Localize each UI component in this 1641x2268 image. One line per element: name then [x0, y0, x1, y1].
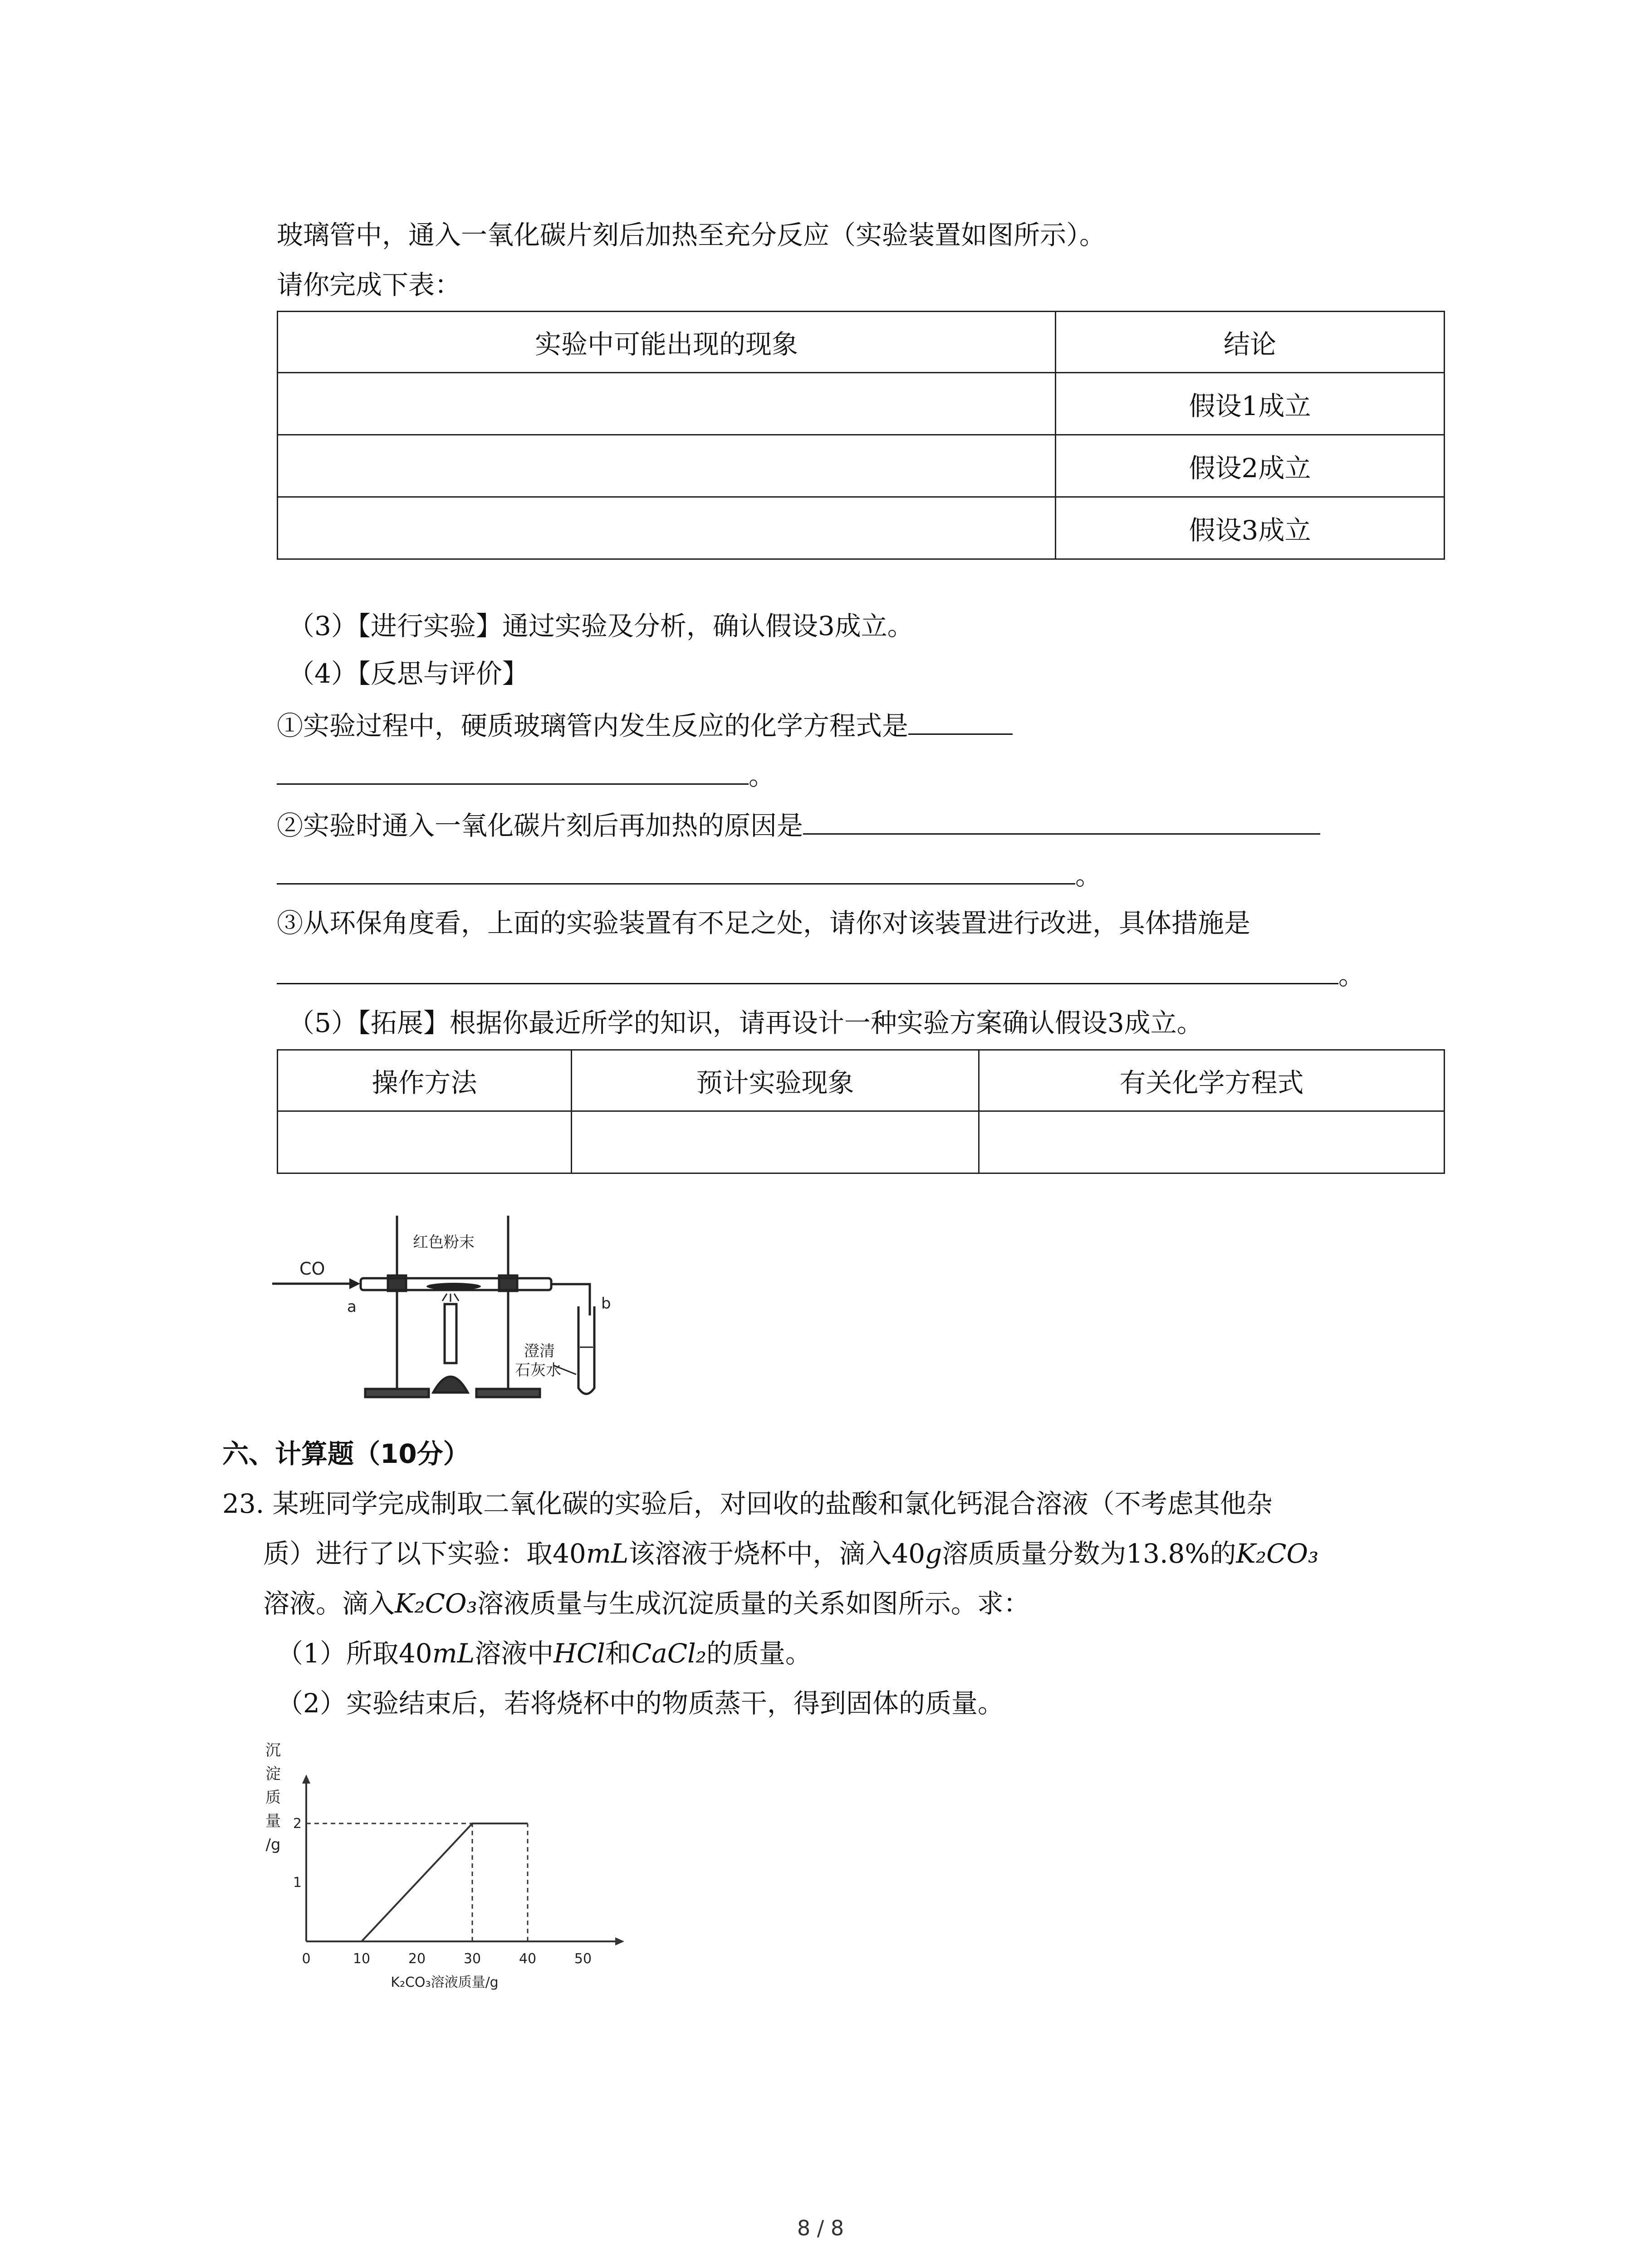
answer-blank[interactable]	[277, 755, 749, 785]
unit-ml: mL	[586, 1538, 629, 1569]
step-5: （5）【拓展】根据你最近所学的知识，请再设计一种实验方案确认假设3成立。	[288, 1007, 1203, 1038]
period: 。	[1338, 960, 1365, 991]
burner-base	[433, 1377, 468, 1393]
limewater-label-1: 澄清	[524, 1342, 555, 1360]
intro-line-1: 玻璃管中，通入一氧化碳片刻后加热至充分反应（实验装置如图所示）。	[277, 220, 1106, 250]
b-label: b	[601, 1295, 611, 1313]
method-cell[interactable]	[278, 1111, 572, 1173]
table-header-row	[278, 1050, 1445, 1111]
unit-g: g	[925, 1538, 942, 1569]
x-tick-label: 10	[353, 1951, 371, 1967]
table-header-cell: 预计实验现象	[572, 1050, 979, 1111]
q23-number: 23.	[222, 1488, 265, 1519]
table-header-row	[278, 312, 1445, 373]
y-axis-label-char: 量	[265, 1812, 281, 1830]
hypothesis-table	[277, 311, 1445, 560]
x-tick-label: 50	[574, 1951, 592, 1967]
phenomenon-cell[interactable]	[278, 373, 1056, 435]
x-tick-label: 20	[408, 1951, 426, 1967]
x-tick-label: 40	[519, 1951, 537, 1967]
page-number: 8 / 8	[797, 2216, 844, 2240]
table-row	[278, 373, 1445, 435]
q23-sub-2: （2）实验结束后，若将烧杯中的物质蒸干，得到固体的质量。	[277, 1688, 1004, 1719]
co-label: CO	[299, 1259, 325, 1279]
formula-hcl: HCl	[554, 1638, 605, 1669]
apparatus-diagram	[263, 1198, 626, 1406]
text-segment: 该溶液于烧杯中，滴入40	[628, 1538, 926, 1569]
y-tick-labels	[293, 1816, 302, 1891]
precipitate-chart	[254, 1737, 644, 1991]
unit-ml: mL	[432, 1638, 475, 1669]
answer-blank[interactable]	[803, 805, 1320, 835]
table-header-cell: 实验中可能出现的现象	[278, 312, 1056, 373]
burner-chimney	[445, 1304, 456, 1363]
question-3: ③从环保角度看，上面的实验装置有不足之处，请你对该装置进行改进，具体措施是	[277, 908, 1251, 938]
question-2-text: ②实验时通入一氧化碳片刻后再加热的原因是	[277, 810, 803, 841]
x-tick-label: 30	[463, 1951, 481, 1967]
y-axis-label	[265, 1741, 281, 1854]
formula-k2co3: K₂CO₃	[395, 1588, 477, 1619]
step-4: （4）【反思与评价】	[288, 658, 529, 689]
period: 。	[749, 760, 775, 791]
y-tick-label: 1	[293, 1875, 302, 1891]
conclusion-cell: 假设1成立	[1056, 373, 1445, 435]
text-segment: 质）进行了以下实验：取40	[263, 1538, 586, 1569]
period: 。	[1075, 860, 1102, 891]
test-tube	[578, 1306, 594, 1394]
extension-table	[277, 1049, 1445, 1174]
phenomenon-cell[interactable]	[278, 435, 1056, 497]
text-segment: 溶液质量与生成沉淀质量的关系如图所示。求：	[477, 1588, 1030, 1619]
y-axis-label-char: 淀	[265, 1765, 281, 1783]
arrow-head-icon	[349, 1278, 360, 1289]
question-1	[277, 705, 1013, 744]
a-label: a	[347, 1298, 357, 1316]
red-powder	[426, 1283, 481, 1290]
text-segment: 的质量。	[706, 1638, 812, 1669]
text-segment: （1）所取40	[277, 1638, 432, 1669]
conclusion-cell: 假设2成立	[1056, 435, 1445, 497]
formula-k2co3: K₂CO₃	[1236, 1538, 1319, 1569]
q23-line-3	[263, 1585, 1030, 1622]
y-axis-label-char: /g	[265, 1836, 281, 1854]
q23-line-2	[263, 1535, 1318, 1572]
q23-sub-1	[277, 1635, 812, 1672]
x-axis-label: K₂CO₃溶液质量/g	[391, 1975, 499, 1990]
text-segment: 溶液中	[475, 1638, 554, 1669]
table-row	[278, 497, 1445, 559]
x-tick-labels	[302, 1951, 592, 1967]
question-3-continuation	[277, 955, 1365, 993]
question-2-continuation	[277, 855, 1102, 894]
section-title: 六、计算题（10分）	[222, 1438, 470, 1469]
q23-line-1	[222, 1486, 1273, 1522]
phenomenon-cell[interactable]	[278, 497, 1056, 559]
table-header-cell: 有关化学方程式	[979, 1050, 1445, 1111]
equation-cell[interactable]	[979, 1111, 1445, 1173]
x-axis-arrow-icon	[615, 1937, 624, 1945]
question-1-continuation	[277, 755, 775, 794]
y-axis-arrow-icon	[302, 1774, 310, 1784]
table-row	[278, 1111, 1445, 1173]
limewater-label-2: 石灰水	[515, 1361, 561, 1379]
formula-cacl2: CaCl₂	[631, 1638, 706, 1669]
left-stand-base	[365, 1389, 429, 1397]
conclusion-cell: 假设3成立	[1056, 497, 1445, 559]
y-axis-label-char: 沉	[265, 1741, 281, 1760]
question-2	[277, 805, 1320, 844]
table-header-cell: 操作方法	[278, 1050, 572, 1111]
y-tick-label: 2	[293, 1816, 302, 1832]
intro-line-2: 请你完成下表：	[277, 269, 461, 300]
x-tick-label: 0	[302, 1951, 311, 1967]
answer-blank[interactable]	[277, 855, 1075, 885]
q23-text-1: 某班同学完成制取二氧化碳的实验后，对回收的盐酸和氯化钙混合溶液（不考虑其他杂	[272, 1488, 1273, 1519]
text-segment: 溶质质量分数为13.8%的	[942, 1538, 1236, 1569]
powder-label: 红色粉末	[413, 1233, 475, 1251]
table-header-cell: 结论	[1056, 312, 1445, 373]
answer-blank[interactable]	[277, 955, 1338, 984]
answer-blank[interactable]	[908, 705, 1013, 735]
table-row	[278, 435, 1445, 497]
text-segment: 溶液。滴入	[263, 1588, 395, 1619]
text-segment: 和	[605, 1638, 632, 1669]
y-axis-label-char: 质	[265, 1789, 281, 1807]
series-line	[362, 1823, 528, 1941]
right-stand-base	[476, 1389, 540, 1397]
expected-phenomenon-cell[interactable]	[572, 1111, 979, 1173]
question-1-text: ①实验过程中，硬质玻璃管内发生反应的化学方程式是	[277, 710, 909, 741]
step-3: （3）【进行实验】通过实验及分析，确认假设3成立。	[288, 611, 914, 641]
outlet-tube	[551, 1284, 590, 1315]
data-series	[362, 1823, 528, 1941]
